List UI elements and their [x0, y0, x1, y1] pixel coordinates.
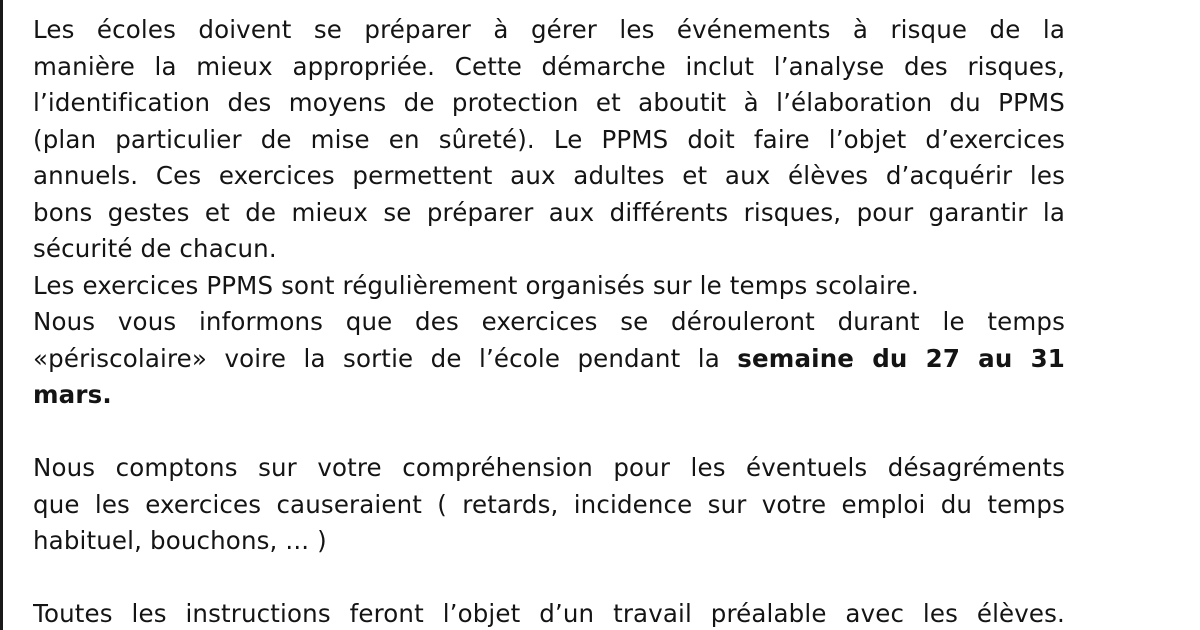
- text-line: Les écoles doivent se préparer à gérer les événements à risque de la: [33, 15, 1065, 44]
- paragraph-risk-preparation: [33, 12, 1065, 268]
- text-line: annuels. Ces exercices permettent aux adultes et aux élèves d’acquérir les: [33, 161, 1065, 190]
- exercise-week-dates: semaine du 27 au 31: [737, 343, 1065, 373]
- text-line: [33, 341, 1065, 378]
- text-line: que les exercices causeraient ( retards, incidence sur votre emploi du temps: [33, 489, 1065, 519]
- text-line: sécurité de chacun.: [33, 234, 277, 263]
- scan-edge: [0, 0, 3, 630]
- text-line: Les exercices PPMS sont régulièrement organisés sur le temps scolaire.: [33, 270, 919, 300]
- text-line: bons gestes et de mieux se préparer aux différents risques, pour garantir la: [33, 197, 1065, 227]
- text-line: manière la mieux appropriée. Cette démarche inclut l’analyse des risques,: [33, 51, 1065, 81]
- document-body: [33, 12, 1065, 630]
- paragraph-exercise-notice: [33, 304, 1065, 414]
- text-segment: «périscolaire» voire la sortie de l’école pendant la: [33, 343, 738, 373]
- paragraph-instructions: [33, 596, 1065, 630]
- paragraph-understanding: [33, 450, 1065, 560]
- text-line: Toutes les instructions feront l’objet d’un travail préalable avec les élèves.: [33, 599, 1065, 628]
- paragraph-ppms-organized: [33, 268, 1065, 305]
- text-line: Nous vous informons que des exercices se dérouleront durant le temps: [33, 307, 1065, 336]
- paragraph-gap: [33, 560, 1065, 597]
- exercise-month: mars.: [33, 380, 112, 409]
- text-line: (plan particulier de mise en sûreté). Le PPMS doit faire l’objet d’exercices: [33, 124, 1065, 154]
- text-line: l’identification des moyens de protection et aboutit à l’élaboration du PPMS: [33, 88, 1065, 117]
- text-line: habituel, bouchons, ... ): [33, 526, 327, 555]
- paragraph-gap: [33, 414, 1065, 451]
- text-line: Nous comptons sur votre compréhension pour les éventuels désagréments: [33, 453, 1065, 482]
